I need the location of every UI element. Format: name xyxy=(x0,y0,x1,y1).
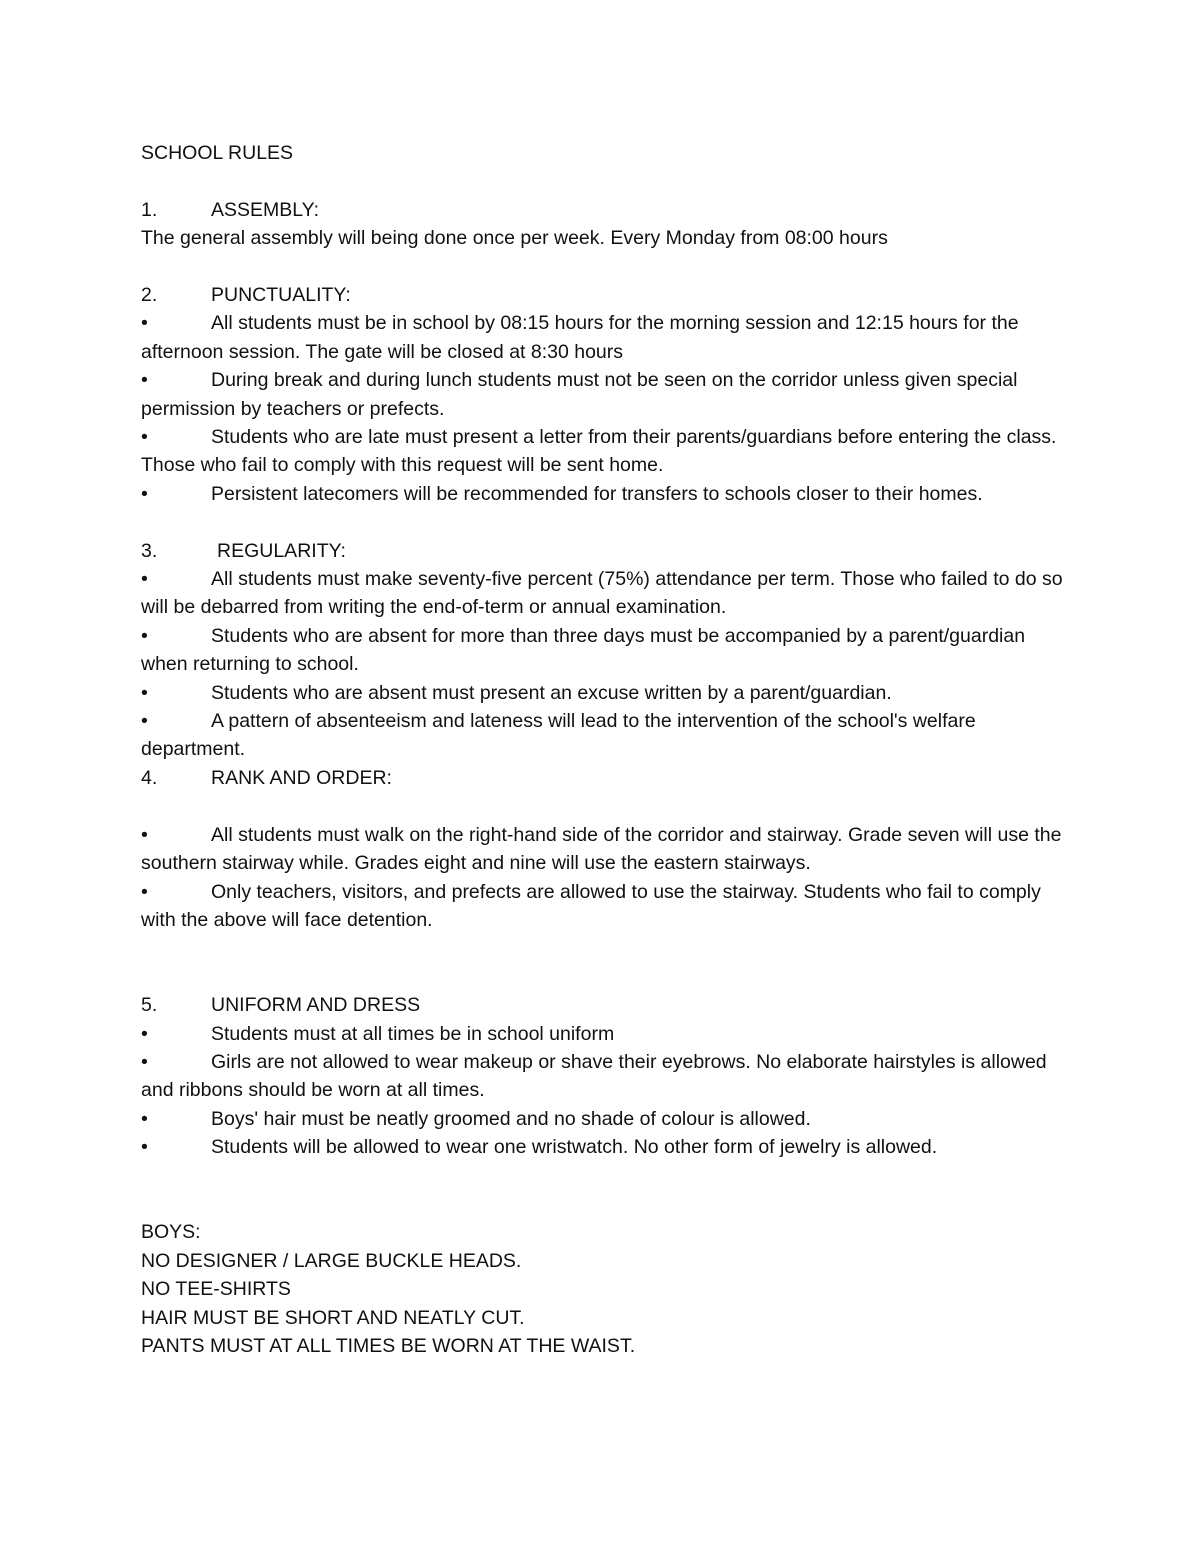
bullet-icon: • xyxy=(141,681,148,704)
boys-rule: NO TEE-SHIRTS xyxy=(141,1278,291,1301)
bullet-item xyxy=(141,565,1071,622)
bullet-item xyxy=(141,878,1071,935)
bullet-icon: • xyxy=(141,1107,148,1130)
bullet-item xyxy=(141,309,1071,366)
bullet-item xyxy=(141,679,1071,707)
spacer xyxy=(141,963,1071,991)
section-title: ASSEMBLY: xyxy=(211,198,320,221)
bullet-icon: • xyxy=(141,710,148,733)
section-title: RANK AND ORDER: xyxy=(211,766,392,789)
section-title: REGULARITY: xyxy=(217,539,346,562)
bullet-item xyxy=(141,1048,1071,1105)
bullet-text: Boys' hair must be neatly groomed and no shade of colour is allowed. xyxy=(211,1107,811,1130)
bullet-item xyxy=(141,423,1071,480)
boys-rule: PANTS MUST AT ALL TIMES BE WORN AT THE WAIST. xyxy=(141,1334,636,1357)
bullet-text: Students will be allowed to wear one wristwatch. No other form of jewelry is allowed. xyxy=(211,1136,938,1159)
boys-rule: HAIR MUST BE SHORT AND NEATLY CUT. xyxy=(141,1306,525,1329)
bullet-icon: • xyxy=(141,482,148,505)
bullet-item xyxy=(141,707,1071,764)
boys-rule: NO DESIGNER / LARGE BUCKLE HEADS. xyxy=(141,1249,522,1272)
bullet-icon: • xyxy=(141,568,148,591)
spacer xyxy=(141,253,1071,281)
bullet-text: During break and during lunch students must not be seen on the corridor unless given special permission by teachers or prefects. xyxy=(141,369,1018,420)
spacer xyxy=(141,167,1071,195)
spacer xyxy=(141,792,1071,820)
section-heading-rank-and-order xyxy=(141,764,1071,792)
bullet-icon: • xyxy=(141,1022,148,1045)
bullet-text: Girls are not allowed to wear makeup or shave their eyebrows. No elaborate hairstyles is allowed and ribbons should be worn at all times. xyxy=(141,1050,1047,1102)
section-heading-punctuality xyxy=(141,281,1071,309)
bullet-text: All students must be in school by 08:15 hours for the morning session and 12:15 hours for the afternoon session. The gate will be closed at 8:30 hours xyxy=(141,312,1019,363)
section-number: 2. xyxy=(141,284,158,306)
bullet-text: Only teachers, visitors, and prefects are allowed to use the stairway. Students who fail to comply with the above will face detention. xyxy=(141,880,1041,931)
bullet-text: A pattern of absenteeism and lateness will lead to the intervention of the school's welfare department. xyxy=(141,710,976,761)
bullet-icon: • xyxy=(141,312,148,335)
bullet-icon: • xyxy=(141,624,148,647)
section-number: 1. xyxy=(141,198,158,221)
bullet-icon: • xyxy=(141,1136,148,1159)
bullet-item xyxy=(141,1020,1071,1048)
bullet-item xyxy=(141,1133,1071,1161)
bullet-text: Students who are absent must present an excuse written by a parent/guardian. xyxy=(211,681,892,704)
bullet-item xyxy=(141,1105,1071,1133)
spacer xyxy=(141,934,1071,962)
section-text: The general assembly will being done once per week. Every Monday from 08:00 hours xyxy=(141,227,888,250)
bullet-item xyxy=(141,622,1071,679)
spacer xyxy=(141,508,1071,536)
section-heading-regularity xyxy=(141,537,1071,565)
section-number: 3. xyxy=(141,539,158,562)
section-heading-uniform-and-dress xyxy=(141,991,1071,1019)
bullet-text: Students who are late must present a letter from their parents/guardians before entering the class. Those who fail to comply with this request will be sent home. xyxy=(141,426,1057,477)
bullet-icon: • xyxy=(141,1050,148,1073)
spacer xyxy=(141,1162,1071,1190)
bullet-text: Persistent latecomers will be recommended for transfers to schools closer to their homes. xyxy=(211,482,983,505)
bullet-text: Students who are absent for more than three days must be accompanied by a parent/guardian when returning to school. xyxy=(141,624,1026,676)
bullet-text: Students must at all times be in school uniform xyxy=(211,1022,615,1045)
section-heading-assembly xyxy=(141,196,1071,224)
section-number: 4. xyxy=(141,766,158,789)
document-title: SCHOOL RULES xyxy=(141,142,294,164)
bullet-icon: • xyxy=(141,426,148,449)
section-title: PUNCTUALITY: xyxy=(211,284,351,306)
section-title: UNIFORM AND DRESS xyxy=(211,994,421,1017)
bullet-item xyxy=(141,480,1071,508)
spacer xyxy=(141,1190,1071,1218)
bullet-icon: • xyxy=(141,369,148,392)
bullet-item xyxy=(141,366,1071,423)
document-body xyxy=(141,139,1071,1360)
bullet-item xyxy=(141,821,1071,878)
boys-heading: BOYS: xyxy=(141,1221,201,1244)
bullet-icon: • xyxy=(141,823,148,846)
bullet-text: All students must walk on the right-hand side of the corridor and stairway. Grade seven will use the southern stairway while. Grades eight and nine will use the eastern stairways. xyxy=(141,823,1062,875)
bullet-icon: • xyxy=(141,880,148,903)
section-number: 5. xyxy=(141,994,158,1017)
bullet-text: All students must make seventy-five percent (75%) attendance per term. Those who failed to do so will be debarred from writing the end-of-term or annual examination. xyxy=(141,568,1063,619)
